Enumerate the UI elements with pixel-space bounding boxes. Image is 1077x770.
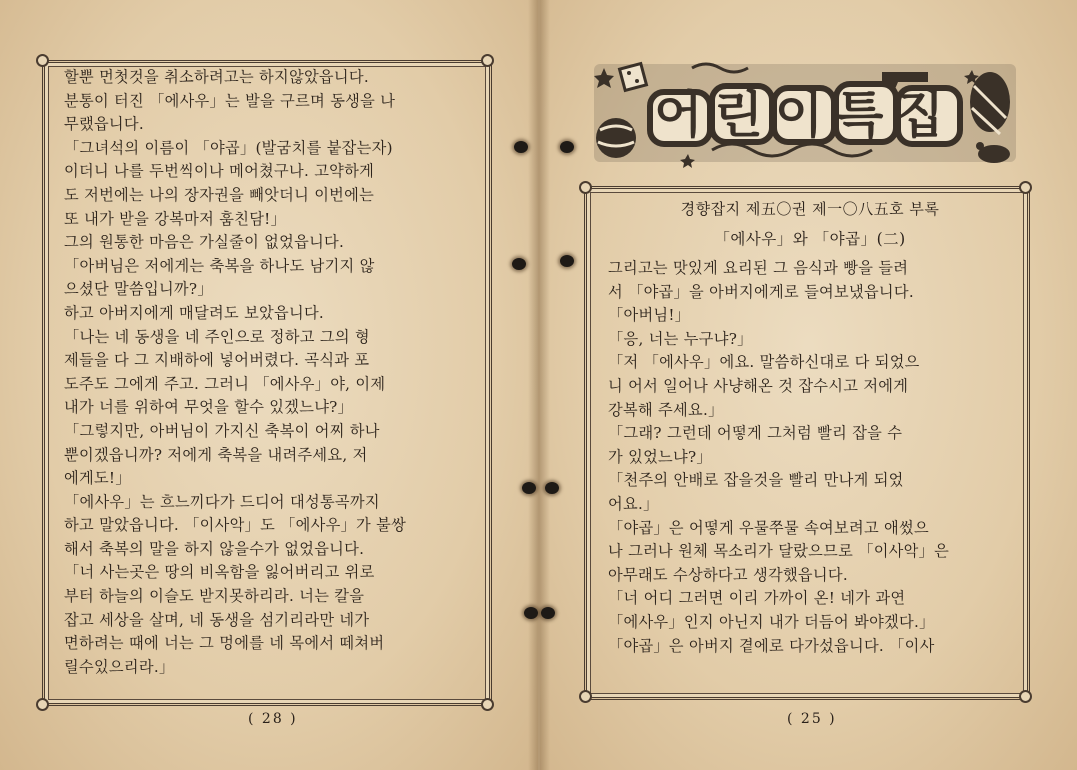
- text-line: 이더니 나를 두번씩이나 메어쳤구나. 고약하게: [64, 162, 375, 181]
- corner-ornament-icon: [481, 54, 494, 67]
- text-line: 하고 말았읍니다. 「이사악」도 「에사우」가 불쌍: [64, 516, 407, 535]
- text-line: 「너 어디 그러면 이리 가까이 온! 네가 과연: [608, 589, 906, 608]
- text-line: 「저 「에사우」에요. 말씀하신대로 다 되었으: [608, 353, 920, 372]
- text-line: 해서 축복의 말을 하지 않을수가 없었읍니다.: [64, 539, 365, 558]
- text-line: 도주도 그에게 주고. 그러니 「에사우」야, 이제: [64, 374, 386, 393]
- text-line: 「그래? 그런데 어떻게 그처럼 빨리 잡을 수: [608, 424, 903, 443]
- text-line: 「야곱」은 어떻게 우물쭈물 속여보려고 애썼으: [608, 518, 929, 537]
- story-title: 「에사우」와 「야곱」(二): [714, 230, 906, 248]
- text-line: 제들을 다 그 지배하에 넣어버렸다. 곡식과 포: [64, 351, 370, 370]
- text-line: 「나는 네 동생을 네 주인으로 정하고 그의 형: [64, 327, 370, 346]
- text-line: 분통이 터진 「에사우」는 발을 구르며 동생을 나: [64, 91, 396, 110]
- binding-hole-icon: [560, 255, 574, 267]
- text-line: 그의 원통한 마음은 가실줄이 없었읍니다.: [64, 233, 345, 252]
- binding-hole-icon: [512, 258, 526, 270]
- text-line: 뿐이겠읍니까? 저에게 축복을 내려주세요, 저: [64, 445, 368, 464]
- text-line: 면하려는 때에 너는 그 멍에를 네 목에서 떼쳐버: [64, 634, 385, 653]
- text-line: 내가 너를 위하여 무엇을 할수 있겠느냐?」: [64, 398, 354, 417]
- text-line: 「그녀석의 이름이 「야곱」(발굼치를 붙잡는자): [64, 138, 393, 157]
- special-feature-banner: [592, 58, 1018, 168]
- corner-ornament-icon: [36, 698, 49, 711]
- text-line: 아무래도 수상하다고 생각했읍니다.: [608, 565, 848, 584]
- text-line: 「천주의 안배로 잡을것을 빨리 만나게 되었: [608, 471, 904, 490]
- text-line: 또 내가 받을 강복마저 훔친담!」: [64, 209, 287, 228]
- corner-ornament-icon: [579, 181, 592, 194]
- text-line: 릴수있으리라.」: [64, 657, 175, 676]
- text-line: 부터 하늘의 이슬도 받지못하리라. 너는 칼을: [64, 587, 365, 606]
- magazine-supplement-line: 경향잡지 제五〇권 제一〇八五호 부록: [680, 200, 940, 218]
- dice-icon: [620, 64, 647, 91]
- book-spine: [528, 0, 550, 770]
- text-line: 도 저번에는 나의 장자권을 빼앗더니 이번에는: [64, 185, 375, 204]
- corner-ornament-icon: [481, 698, 494, 711]
- corner-ornament-icon: [1019, 690, 1032, 703]
- text-line: 「그렇지만, 아버님이 가지신 축복이 어찌 하나: [64, 421, 380, 440]
- corner-ornament-icon: [579, 690, 592, 703]
- text-line: 「아버님!」: [608, 306, 691, 325]
- text-line: 어요.」: [608, 494, 659, 513]
- binding-hole-icon: [541, 607, 555, 619]
- text-line: 「너 사는곳은 땅의 비옥함을 잃어버리고 위로: [64, 563, 375, 582]
- text-line: 그리고는 맛있게 요리된 그 음식과 빵을 들려: [608, 259, 909, 277]
- text-line: 「아버님은 저에게는 축복을 하나도 남기지 않: [64, 256, 375, 275]
- text-line: 할뿐 먼첫것을 취소하려고는 하지않았읍니다.: [64, 68, 369, 86]
- corner-ornament-icon: [36, 54, 49, 67]
- binding-hole-icon: [522, 482, 536, 494]
- text-line: 니 어서 일어나 사냥해온 것 잡수시고 저에게: [608, 376, 909, 395]
- text-line: 「응, 너는 누구냐?」: [608, 329, 753, 348]
- text-line: 가 있었느냐?」: [608, 447, 712, 466]
- text-line: 에게도!」: [64, 469, 131, 488]
- corner-ornament-icon: [1019, 181, 1032, 194]
- page-number-right: ( 25 ): [787, 711, 837, 727]
- text-line: 「야곱」은 아버지 곁에로 다가섰읍니다. 「이사: [608, 636, 935, 655]
- ball-icon: [596, 118, 636, 158]
- text-line: 서 「야곱」을 아버지에게로 들여보냈읍니다.: [608, 282, 914, 301]
- left-page-body: [64, 66, 472, 679]
- text-line: 잡고 세상을 살며, 네 동생을 섬기리라만 네가: [64, 610, 370, 629]
- right-page-body: [608, 257, 1014, 658]
- text-line: 「에사우」는 흐느끼다가 드디어 대성통곡까지: [64, 492, 380, 511]
- binding-hole-icon: [514, 141, 528, 153]
- binding-hole-icon: [545, 482, 559, 494]
- text-line: 무랬읍니다.: [64, 115, 144, 134]
- text-line: 「에사우」인지 아닌지 내가 더듬어 봐야겠다.」: [608, 612, 935, 631]
- banner-title: 어린이특집: [654, 86, 956, 144]
- binding-hole-icon: [560, 141, 574, 153]
- binding-hole-icon: [524, 607, 538, 619]
- text-line: 으셨단 말씀입니까?」: [64, 280, 213, 299]
- text-line: 하고 아버지에게 매달려도 보았읍니다.: [64, 303, 325, 322]
- page-number-left: ( 28 ): [248, 711, 298, 727]
- text-line: 나 그러나 원체 목소리가 달랐으므로 「이사악」은: [608, 542, 950, 561]
- text-line: 강복해 주세요.」: [608, 400, 724, 419]
